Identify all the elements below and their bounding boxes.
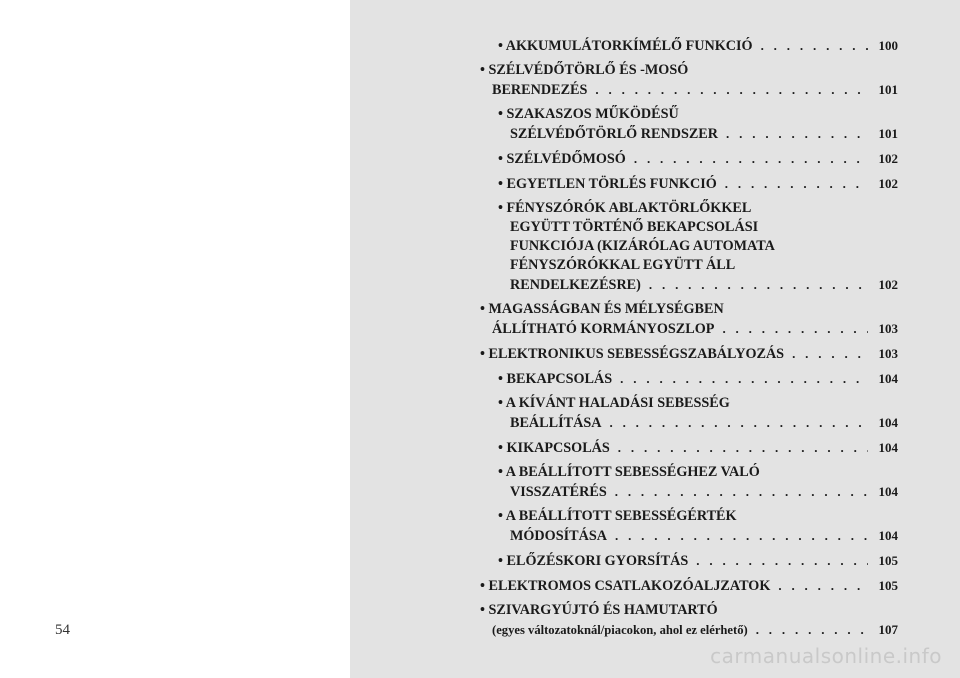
toc-entry-page: 101 [878,126,898,141]
toc-entry-title-cont: BERENDEZÉS [492,82,588,98]
toc-entry-kivant-sebesseg[interactable] [498,394,898,433]
dot-leader [778,576,868,595]
dot-leader [649,275,868,294]
toc-entry-kormanyoszlop[interactable] [480,300,898,339]
toc-entry-szelvedomoso[interactable] [498,149,898,169]
left-margin [0,0,350,678]
dot-leader [792,344,868,363]
dot-leader [634,149,868,168]
dot-leader [761,36,868,55]
toc-entry-note: (egyes változatoknál/piacokon, ahol ez elérhető) [492,623,748,637]
page-number: 54 [55,622,70,638]
dot-leader [726,124,868,143]
toc-entry-title-cont: EGYÜTT TÖRTÉNŐ BEKAPCSOLÁSI [510,219,759,235]
toc-entry-title-cont: BEÁLLÍTÁSA [510,415,602,431]
toc-entry-page: 101 [878,82,898,97]
toc-entry-title: • A BEÁLLÍTOTT SEBESSÉGÉRTÉK [498,508,737,524]
toc-entry-page: 104 [878,415,898,430]
toc-entry-page: 105 [878,553,898,568]
dot-leader [756,620,868,639]
toc-entry-title: • SZÉLVÉDŐTÖRLŐ ÉS -MOSÓ [480,62,689,78]
toc-entry-page: 102 [878,176,898,191]
toc-entry-page: 104 [878,528,898,543]
toc-entry-title-cont: FÉNYSZÓRÓKKAL EGYÜTT ÁLL [510,257,736,273]
toc-entry-szelvedotorlo-moso[interactable] [480,61,898,100]
toc-entry-visszateres[interactable] [498,463,898,502]
toc-entry-title: • A KÍVÁNT HALADÁSI SEBESSÉG [498,395,730,411]
toc-entry-page: 102 [878,277,898,292]
toc-entry-title: • KIKAPCSOLÁS [498,440,610,456]
toc-entry-page: 104 [878,440,898,455]
toc-entry-title: • A BEÁLLÍTOTT SEBESSÉGHEZ VALÓ [498,464,760,480]
toc-entry-page: 107 [878,622,898,637]
toc-entry-title-cont: FUNKCIÓJA (KIZÁRÓLAG AUTOMATA [510,238,775,254]
dot-leader [615,526,868,545]
toc-entry-page: 104 [878,371,898,386]
dot-leader [696,551,868,570]
toc-entry-title: • AKKUMULÁTORKÍMÉLŐ FUNKCIÓ [498,38,753,54]
dot-leader [595,80,868,99]
toc-entry-title-cont: SZÉLVÉDŐTÖRLŐ RENDSZER [510,126,719,142]
toc-entry-szivargyujto[interactable] [480,601,898,640]
toc-entry-title: • SZAKASZOS MŰKÖDÉSŰ [498,106,679,122]
toc-entry-title-cont: MÓDOSÍTÁSA [510,528,607,544]
dot-leader [609,413,868,432]
toc-entry-title: • ELŐZÉSKORI GYORSÍTÁS [498,553,689,569]
toc-entry-page: 103 [878,321,898,336]
toc-entry-title: • ELEKTROMOS CSATLAKOZÓALJZATOK [480,578,771,594]
toc-entry-title-cont: VISSZATÉRÉS [510,484,607,500]
toc-entry-title: • MAGASSÁGBAN ÉS MÉLYSÉGBEN [480,301,724,317]
toc-entry-kikapcsolas[interactable] [498,438,898,458]
toc-entry-szakaszos[interactable] [498,105,898,144]
toc-entry-title-cont: ÁLLÍTHATÓ KORMÁNYOSZLOP [492,321,715,337]
toc-entry-page: 105 [878,578,898,593]
toc-entry-title-cont: RENDELKEZÉSRE) [510,277,641,293]
toc-entry-modositasa[interactable] [498,507,898,546]
toc-entry-title: • BEKAPCSOLÁS [498,371,613,387]
toc-entry-title: • SZÉLVÉDŐMOSÓ [498,151,626,167]
toc-entry-akkumulator[interactable] [498,36,898,56]
toc-entry-title: • ELEKTRONIKUS SEBESSÉGSZABÁLYOZÁS [480,346,785,362]
watermark: carmanualsonline.info [710,644,942,668]
toc-entry-page: 100 [878,38,898,53]
toc-entry-egyetlen-torles[interactable] [498,174,898,194]
dot-leader [618,438,868,457]
dot-leader [722,319,868,338]
toc-entry-title: • EGYETLEN TÖRLÉS FUNKCIÓ [498,176,717,192]
toc-entry-csatlakozoaljzatok[interactable] [480,576,898,596]
dot-leader [725,174,868,193]
toc-entry-page: 104 [878,484,898,499]
dot-leader [615,482,868,501]
toc-entry-sebessegszabalyozas[interactable] [480,344,898,364]
toc-entry-title: • FÉNYSZÓRÓK ABLAKTÖRLŐKKEL [498,200,752,216]
toc-entry-bekapcsolas[interactable] [498,369,898,389]
toc-entry-page: 103 [878,346,898,361]
toc-entry-page: 102 [878,151,898,166]
toc-entry-fenyszorok[interactable] [498,199,898,295]
table-of-contents [480,36,898,645]
dot-leader [620,369,868,388]
toc-entry-elozeskori[interactable] [498,551,898,571]
toc-entry-title: • SZIVARGYÚJTÓ ÉS HAMUTARTÓ [480,602,718,618]
